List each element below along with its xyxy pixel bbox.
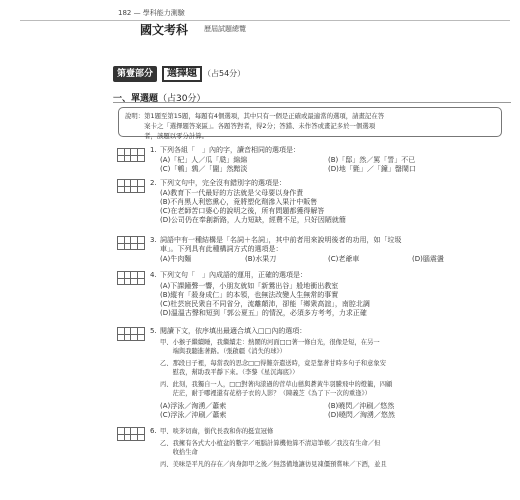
question-stem: 詞語中有一種結構是「名詞＋名詞」，其中前者用來說明後者的功用，如「垃圾 bbox=[160, 236, 402, 244]
option-d: (D)腦震盪 bbox=[412, 255, 444, 263]
question-number: 1. bbox=[150, 146, 157, 154]
option-b: (B)曉閃／沖刷／悠然 bbox=[328, 402, 395, 410]
passage-line: 慰我，幫助我平靜下來。（李黎《星沉海底》） bbox=[160, 369, 299, 376]
answer-grid bbox=[117, 186, 145, 193]
option-d: (D)曉閃／洶湧／悠然 bbox=[328, 411, 395, 419]
book-subtitle: 歷屆試題總覽 bbox=[204, 25, 246, 33]
option-c: (C)老爺車 bbox=[328, 255, 360, 263]
option-c: (C)杜芸宸民衆自不同省分，流離顛沛，卻能「鄉衆高誼」，南腔北調 bbox=[160, 300, 370, 308]
passage-line: 丙、此刻，我獨自一人，□□對著肉漾過的菅草山巒與蒼黃牛羽騰飛中的燈籠，四顧 bbox=[160, 381, 393, 388]
answer-grid bbox=[117, 243, 145, 250]
passage-line: 丙、美味是平凡的存在／肉身卸甲之後／無怨備地讓彷見凍僵預嘗味／下酒，並且 bbox=[160, 461, 387, 468]
question-stem: 閱讀下文，依序填出最適合填入□□內的選項： bbox=[160, 327, 307, 335]
passage-line: 甲、啖茅切齒，銜代長我和你的挺宣冠條 bbox=[160, 428, 274, 435]
question-stem: 車」。下列具有此種構詞方式的選項是： bbox=[160, 245, 283, 253]
section-rule bbox=[113, 102, 511, 103]
option-b: (B)「邸」然／罵「詈」不已 bbox=[328, 156, 416, 164]
option-a: (A)牛肉麵 bbox=[160, 255, 192, 263]
passage-line: 端與我聽進著路。（張啟疆《消失的球》） bbox=[160, 348, 286, 355]
passage-line: 收拾生命 bbox=[160, 449, 198, 456]
part-label: 第壹部分 bbox=[113, 66, 157, 82]
answer-grid bbox=[117, 334, 145, 341]
book-title: 國文考科 bbox=[140, 23, 189, 37]
question-stem: 下列文句中，完全沒有錯別字的選項是： bbox=[160, 179, 286, 187]
option-c: (C)在老師苦口婆心的說明之後，所有問題都獲得解答 bbox=[160, 207, 325, 215]
option-b: (B)水果刀 bbox=[245, 255, 277, 263]
option-a: (A)教育下一代最好的方法就是父母要以身作責 bbox=[160, 189, 304, 197]
question-number: 5. bbox=[150, 327, 157, 335]
passage-line: 茫茫，耐于哪裡還有花格子衣的人影？（陳義芝《為了下一次的重逢》） bbox=[160, 390, 371, 397]
question-stem: 下列文句「 」內成語的運用，正確的選項是： bbox=[160, 271, 307, 279]
question-number: 4. bbox=[150, 271, 157, 279]
option-c: (C)浮泳／沖刷／蕭索 bbox=[160, 411, 227, 419]
question-number: 6. bbox=[150, 427, 157, 435]
option-b: (B)不肖黑人利慾熏心，竟將塑化劑滲入果汁中販售 bbox=[160, 198, 318, 206]
instruction-line: 者，該題以零分計算。 bbox=[125, 132, 209, 140]
option-d: (D)地「氈」／「鐘」罄鬧口 bbox=[328, 165, 416, 173]
instructions-box bbox=[118, 107, 502, 140]
instruction-line: 案卡之「選擇題答案區」。各題答對者，得2分；答錯、未作答或畫記多於一個選項 bbox=[125, 122, 376, 130]
passage-line: 乙、那段日子裡，每當我的思念□□得難奈遣送時，竟是靠著甘時多句子和意象安 bbox=[160, 360, 386, 367]
answer-grid bbox=[117, 155, 145, 162]
option-a: (A)「杞」人／瓜「瓞」綿綿 bbox=[160, 156, 248, 164]
question-number: 2. bbox=[150, 179, 157, 187]
section-points: （占30分） bbox=[158, 94, 206, 104]
passage-line: 甲、小猴子繼續睡，我繼續走：熱鬧的河面□□著一條白光，很像是短，在另一 bbox=[160, 339, 380, 346]
answer-grid bbox=[117, 278, 145, 285]
option-a: (A)下課鐘聲一響，小朋友就如「新鶯出谷」般地衝出教室 bbox=[160, 282, 339, 290]
option-b: (B)縱有「殺身成仁」的本領，也無法改變人生無常的事實 bbox=[160, 291, 339, 299]
answer-grid bbox=[117, 434, 145, 441]
option-a: (A)浮泳／洶湧／蕭索 bbox=[160, 402, 227, 410]
running-header-page: 182 — 學科能力測驗 bbox=[118, 9, 185, 17]
question-number: 3. bbox=[150, 236, 157, 244]
passage-line: 乙、我擁有各式大小植盆的數字／電腦計算機他算不清這筆帳／我沒有生命／但 bbox=[160, 440, 381, 447]
option-d: (D)溫溫古聲和短到「郭公夏五」的情況，必須多方考考，力求正確 bbox=[160, 309, 367, 317]
option-d: (D)公司仍在奉創新路，人力短缺，經費不足，只好因陋就簡 bbox=[160, 216, 346, 224]
question-stem: 下列各組「 」內的字，讀音相同的選項是： bbox=[160, 146, 300, 154]
part-points: （占54分） bbox=[203, 69, 246, 78]
section-name: 一、單選題 bbox=[113, 94, 159, 104]
question-type-label: 選擇題 bbox=[162, 66, 202, 82]
header-rule bbox=[20, 20, 510, 21]
option-c: (C)「鵪」鶉／「闇」然黯淡 bbox=[160, 165, 248, 173]
instruction-line: 說明：第1題至第15題，每題有4個選項，其中只有一個是正確或最適當的選項，請畫記在答 bbox=[125, 112, 385, 120]
